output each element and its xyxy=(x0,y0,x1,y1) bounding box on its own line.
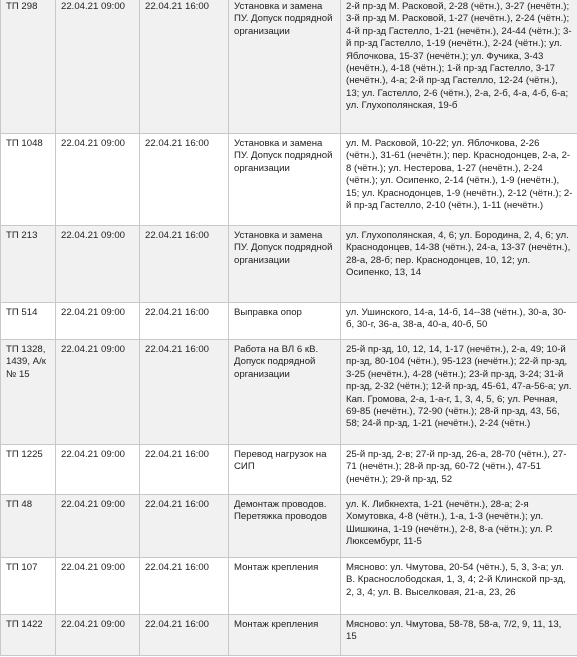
end-time-cell: 22.04.21 16:00 xyxy=(140,558,229,615)
end-time-cell: 22.04.21 16:00 xyxy=(140,495,229,558)
table-row xyxy=(1,0,577,134)
end-time-cell: 22.04.21 16:00 xyxy=(140,615,229,656)
address-cell: 25-й пр-зд, 10, 12, 14, 1-17 (нечётн.), 2-а, 49; 10-й пр-зд, 80-104 (чётн.), 95-123 (нечётн.); 22-й пр-зд, 3-25 (нечётн.), 4-28 (чётн.); 23-й пр-зд, 3-24; 31-й пр-зд, 2-32 (чётн.); 12-й пр-зд, 45-61, 47-а-56-а; ул. Кап. Громова, 2-а, 1-а-г, 1, 3, 4, 5, 6; ул. Речная, 69-85 (нечётн.), 72-90 (чётн.); 28-й пр-зд, 43, 56, 58; 24-й пр-зд, 1-21 (нечётн.), 2-24 (чётн.) xyxy=(341,340,577,445)
start-time-cell: 22.04.21 09:00 xyxy=(56,340,140,445)
work-description-cell: Установка и замена ПУ. Допуск подрядной организации xyxy=(229,226,341,303)
work-description-cell: Монтаж крепления xyxy=(229,615,341,656)
address-cell: 25-й пр-зд, 2-в; 27-й пр-зд, 26-а, 28-70 (чётн.), 27-71 (нечётн.); 28-й пр-зд, 60-72 (чётн.), 47-51 (нечётн.); 29-й пр-зд, 52 xyxy=(341,445,577,495)
end-time-cell: 22.04.21 16:00 xyxy=(140,226,229,303)
start-time-cell: 22.04.21 09:00 xyxy=(56,445,140,495)
substation-cell: ТП 514 xyxy=(1,303,56,340)
table-row xyxy=(1,134,577,226)
address-cell: Мясново: ул. Чмутова, 58-78, 58-а, 7/2, 9, 11, 13, 15 xyxy=(341,615,577,656)
start-time-cell: 22.04.21 09:00 xyxy=(56,615,140,656)
table-row xyxy=(1,558,577,615)
table-row xyxy=(1,495,577,558)
work-description-cell: Работа на ВЛ 6 кВ. Допуск подрядной организации xyxy=(229,340,341,445)
end-time-cell: 22.04.21 16:00 xyxy=(140,340,229,445)
table-row xyxy=(1,340,577,445)
table-row xyxy=(1,445,577,495)
start-time-cell: 22.04.21 09:00 xyxy=(56,134,140,226)
work-description-cell: Перевод нагрузок на СИП xyxy=(229,445,341,495)
substation-cell: ТП 1422 xyxy=(1,615,56,656)
address-cell: ул. Глухополянская, 4, 6; ул. Бородина, 2, 4, 6; ул. Краснодонцев, 14-38 (чётн.), 24-а, 13-37 (нечётн.), 28-а, 28-б; пер. Краснодонцев, 10, 12; ул. Осипенко, 13, 14 xyxy=(341,226,577,303)
start-time-cell: 22.04.21 09:00 xyxy=(56,558,140,615)
address-cell: ул. Ушинского, 14-а, 14-б, 14--38 (чётн.), 30-а, 30-б, 30-г, 36-а, 38-а, 40-а, 40-б, 50 xyxy=(341,303,577,340)
start-time-cell: 22.04.21 09:00 xyxy=(56,0,140,134)
substation-cell: ТП 1328, 1439, А/к № 15 xyxy=(1,340,56,445)
work-description-cell: Установка и замена ПУ. Допуск подрядной организации xyxy=(229,0,341,134)
address-cell: ул. М. Расковой, 10-22; ул. Яблочкова, 2-26 (чётн.), 31-61 (нечётн.); пер. Краснодонцев, 2-а, 2-8 (чётн.); ул. Нестерова, 1-27 (нечётн.), 2-24 (чётн.); ул. Осипенко, 2-14 (чётн.), 1-9 (нечётн.), 15; ул. Краснодонцев, 1-9 (нечётн.), 2-12 (чётн.); 2-й пр-зд Гастелло, 2-10 (чётн.), 1-11 (нечётн.) xyxy=(341,134,577,226)
substation-cell: ТП 107 xyxy=(1,558,56,615)
end-time-cell: 22.04.21 16:00 xyxy=(140,134,229,226)
address-cell: 2-й пр-зд М. Расковой, 2-28 (чётн.), 3-27 (нечётн.); 3-й пр-зд М. Расковой, 1-27 (нечётн.), 2-24 (чётн.); 4-й пр-зд Гастелло, 1-21 (нечётн.), 24-44 (чётн.); 3-й пр-зд Гастелло, 1-19 (нечётн.), 2-24 (чётн.); ул. Яблочкова, 15-37 (нечётн.); ул. Фучика, 3-43 (нечётн.), 4-18 (чётн.); 1-й пр-зд Гастелло, 3-17 (нечётн.), 4-а; 2-й пр-зд Гастелло, 12-24 (чётн.), 13; ул. Гастелло, 2-6 (чётн.), 2-а, 2-б, 4-а, 4-б, 6-а; ул. Глухополянская, 19-б xyxy=(341,0,577,134)
end-time-cell: 22.04.21 16:00 xyxy=(140,445,229,495)
work-description-cell: Выправка опор xyxy=(229,303,341,340)
end-time-cell: 22.04.21 16:00 xyxy=(140,0,229,134)
start-time-cell: 22.04.21 09:00 xyxy=(56,495,140,558)
work-description-cell: Монтаж крепления xyxy=(229,558,341,615)
substation-cell: ТП 298 xyxy=(1,0,56,134)
table-row xyxy=(1,226,577,303)
table-row xyxy=(1,615,577,656)
substation-cell: ТП 213 xyxy=(1,226,56,303)
end-time-cell: 22.04.21 16:00 xyxy=(140,303,229,340)
start-time-cell: 22.04.21 09:00 xyxy=(56,303,140,340)
address-cell: Мясново: ул. Чмутова, 20-54 (чётн.), 5, 3, 3-а; ул. В. Краснослободская, 1, 3, 4; 2-й Клинской пр-зд, 2, 3, 4; ул. В. Выселковая, 21-а, 23, 26 xyxy=(341,558,577,615)
table-row xyxy=(1,303,577,340)
start-time-cell: 22.04.21 09:00 xyxy=(56,226,140,303)
substation-cell: ТП 1225 xyxy=(1,445,56,495)
address-cell: ул. К. Либкнехта, 1-21 (нечётн.), 28-а; 2-я Хомутовка, 4-8 (чётн.), 1-а, 1-3 (нечётн.); ул. Шишкина, 1-19 (нечётн.), 2-8, 8-а (чётн.); ул. Р. Люксембург, 11-5 xyxy=(341,495,577,558)
substation-cell: ТП 1048 xyxy=(1,134,56,226)
work-description-cell: Установка и замена ПУ. Допуск подрядной организации xyxy=(229,134,341,226)
work-description-cell: Демонтаж проводов. Перетяжка проводов xyxy=(229,495,341,558)
substation-cell: ТП 48 xyxy=(1,495,56,558)
